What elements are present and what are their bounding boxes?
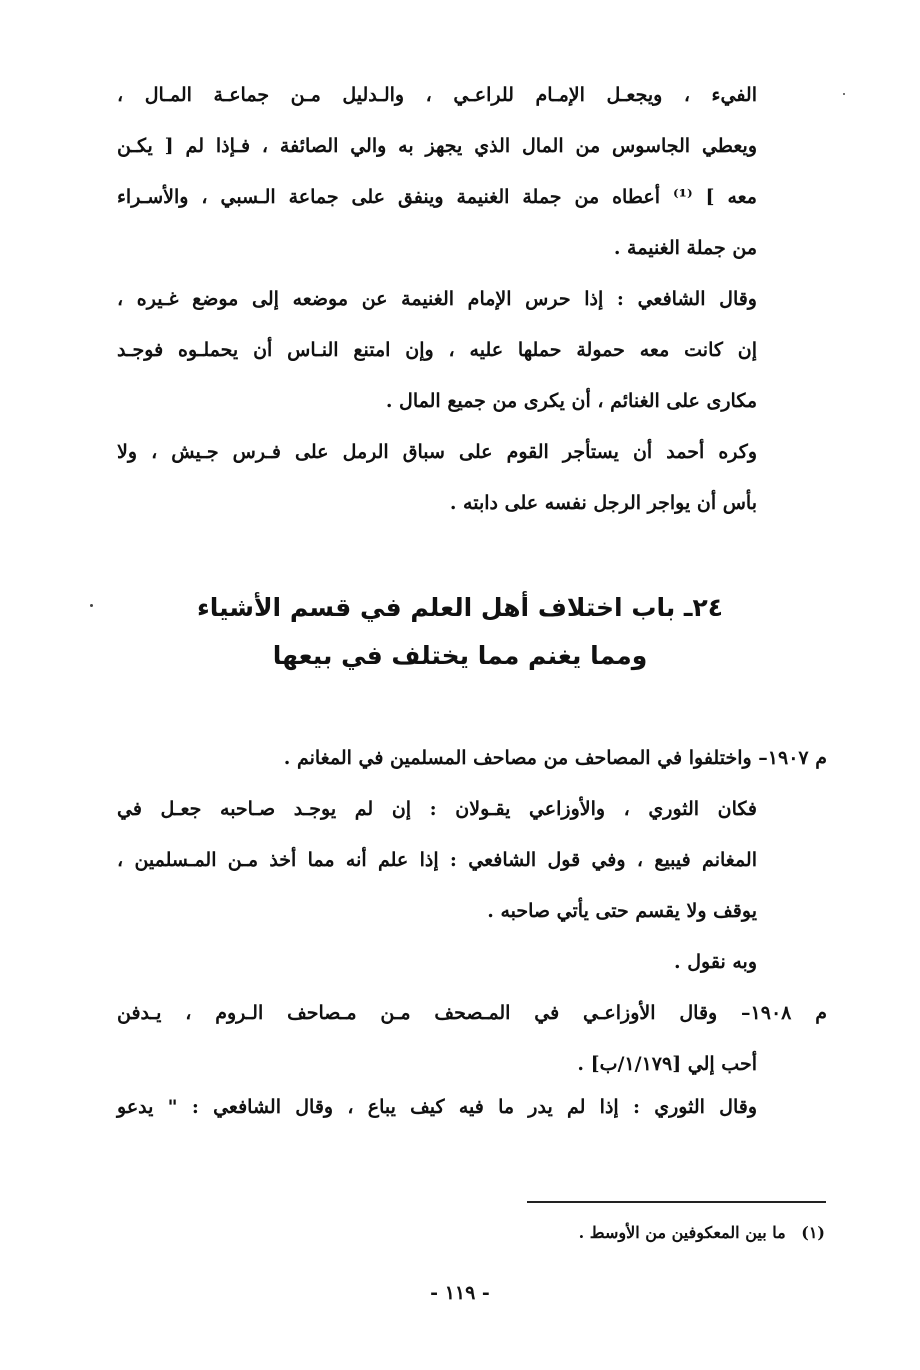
text-line: المغانم فيبيع ، وفي قول الشافعي : إذا علم أنه مما أخذ مـن المـسلمين ، bbox=[117, 849, 757, 871]
text-line: بأس أن يواجر الرجل نفسه على دابته . bbox=[449, 492, 757, 514]
scan-speck bbox=[843, 93, 845, 95]
text-line: ويعطي الجاسوس من المال الذي يجهز به والي الصائفة ، فـإذا لم [ يكـن bbox=[117, 135, 757, 157]
scan-speck bbox=[90, 604, 93, 607]
text-line: إن كانت معه حمولة حملها عليه ، وإن امتنع النـاس أن يحملـوه فوجـد bbox=[117, 339, 757, 361]
paragraph-bihi-naqul bbox=[117, 937, 757, 988]
paragraph-fay bbox=[117, 70, 757, 274]
footnote-marker: (١) bbox=[801, 1223, 825, 1242]
text-line: وكره أحمد أن يستأجر القوم على سباق الرمل على فـرس جـيش ، ولا bbox=[117, 441, 757, 463]
page-number: - ١١٩ - bbox=[430, 1282, 490, 1304]
text-line: يوقف ولا يقسم حتى يأتي صاحبه . bbox=[487, 900, 757, 922]
paragraph-thawri-2 bbox=[117, 1082, 757, 1133]
text-line: فكان الثوري ، والأوزاعي يقـولان : إن لم يوجـد صـاحبه جعـل في bbox=[117, 798, 757, 820]
text-line: معه ] ⁽¹⁾ أعطاه من جملة الغنيمة وينفق على جماعة الـسبي ، والأسـراء bbox=[117, 186, 757, 208]
text-line: الفيء ، ويجعـل الإمـام للراعـي ، والـدليل مـن جماعـة المـال ، bbox=[117, 84, 757, 106]
footnote-text: ما بين المعكوفين من الأوسط . bbox=[578, 1223, 786, 1242]
paragraph-shafii bbox=[117, 274, 757, 427]
text-line: وبه نقول . bbox=[673, 951, 757, 973]
entry-1908 bbox=[117, 988, 827, 1090]
section-heading-line-2: ومما يغنم مما يختلف في بيعها bbox=[272, 641, 648, 670]
section-heading-line-1: ٢٤ـ باب اختلاف أهل العلم في قسم الأشياء bbox=[196, 593, 724, 622]
text-line: وقال الشافعي : إذا حرس الإمام الغنيمة عن موضعه إلى موضع غـيره ، bbox=[117, 288, 757, 310]
text-line: مكارى على الغنائم ، أن يكرى من جميع المال . bbox=[385, 390, 757, 412]
entry-1907 bbox=[187, 733, 827, 784]
footnote-rule bbox=[527, 1201, 826, 1203]
paragraph-ahmad bbox=[117, 427, 757, 529]
footnote bbox=[579, 1221, 825, 1245]
text-line: من جملة الغنيمة . bbox=[613, 237, 757, 259]
text-line: م ١٩٠٧– واختلفوا في المصاحف من مصاحف المسلمين في المغانم . bbox=[283, 747, 827, 769]
text-line: م ١٩٠٨– وقال الأوزاعـي في المـصحف مـن مـصاحف الـروم ، يـدفن bbox=[117, 1002, 827, 1024]
text-line: وقال الثوري : إذا لم يدر ما فيه كيف يباع ، وقال الشافعي : " يدعو bbox=[117, 1096, 757, 1118]
paragraph-thawri bbox=[117, 784, 757, 937]
text-line: أحب إلي [١/١٧٩/ب] . bbox=[577, 1053, 757, 1075]
